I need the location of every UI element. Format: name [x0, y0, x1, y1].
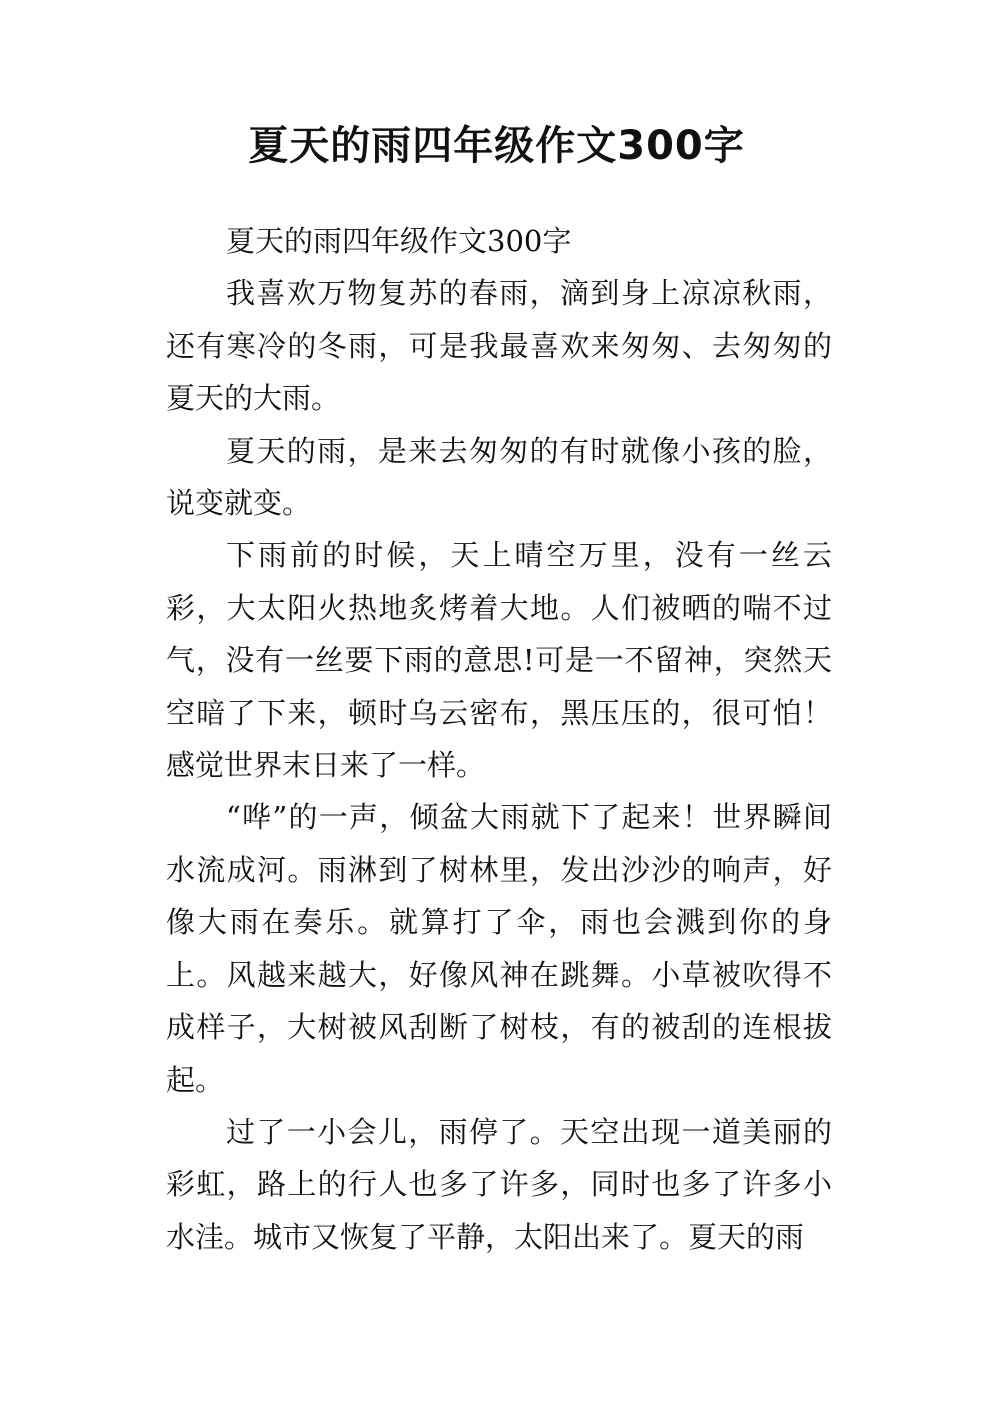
document-body	[166, 215, 832, 1263]
document-title: 夏天的雨四年级作文300字	[248, 123, 745, 169]
paragraph-subtitle: 夏天的雨四年级作文300字	[226, 224, 572, 258]
paragraph-1: 我喜欢万物复苏的春雨，滴到身上凉凉秋雨，还有寒冷的冬雨，可是我最喜欢来匆匆、去匆匆的夏天的大雨。	[166, 276, 832, 416]
paragraph-4: “哗”的一声，倾盆大雨就下了起来！世界瞬间水流成河。雨淋到了树林里，发出沙沙的响声，好像大雨在奏乐。就算打了伞，雨也会溅到你的身上。风越来越大，好像风神在跳舞。小草被吹得不成样子，大树被风刮断了树枝，有的被刮的连根拔起。	[166, 800, 832, 1097]
paragraph-2: 夏天的雨，是来去匆匆的有时就像小孩的脸，说变就变。	[166, 433, 832, 521]
paragraph-5: 过了一小会儿，雨停了。天空出现一道美丽的彩虹，路上的行人也多了许多，同时也多了许多小水洼。城市又恢复了平静，太阳出来了。夏天的雨	[166, 1114, 832, 1254]
paragraph-3: 下雨前的时候，天上晴空万里，没有一丝云彩，大太阳火热地炙烤着大地。人们被晒的喘不过气，没有一丝要下雨的意思!可是一不留神，突然天空暗了下来，顿时乌云密布，黑压压的，很可怕！感觉世界末日来了一样。	[166, 538, 832, 783]
